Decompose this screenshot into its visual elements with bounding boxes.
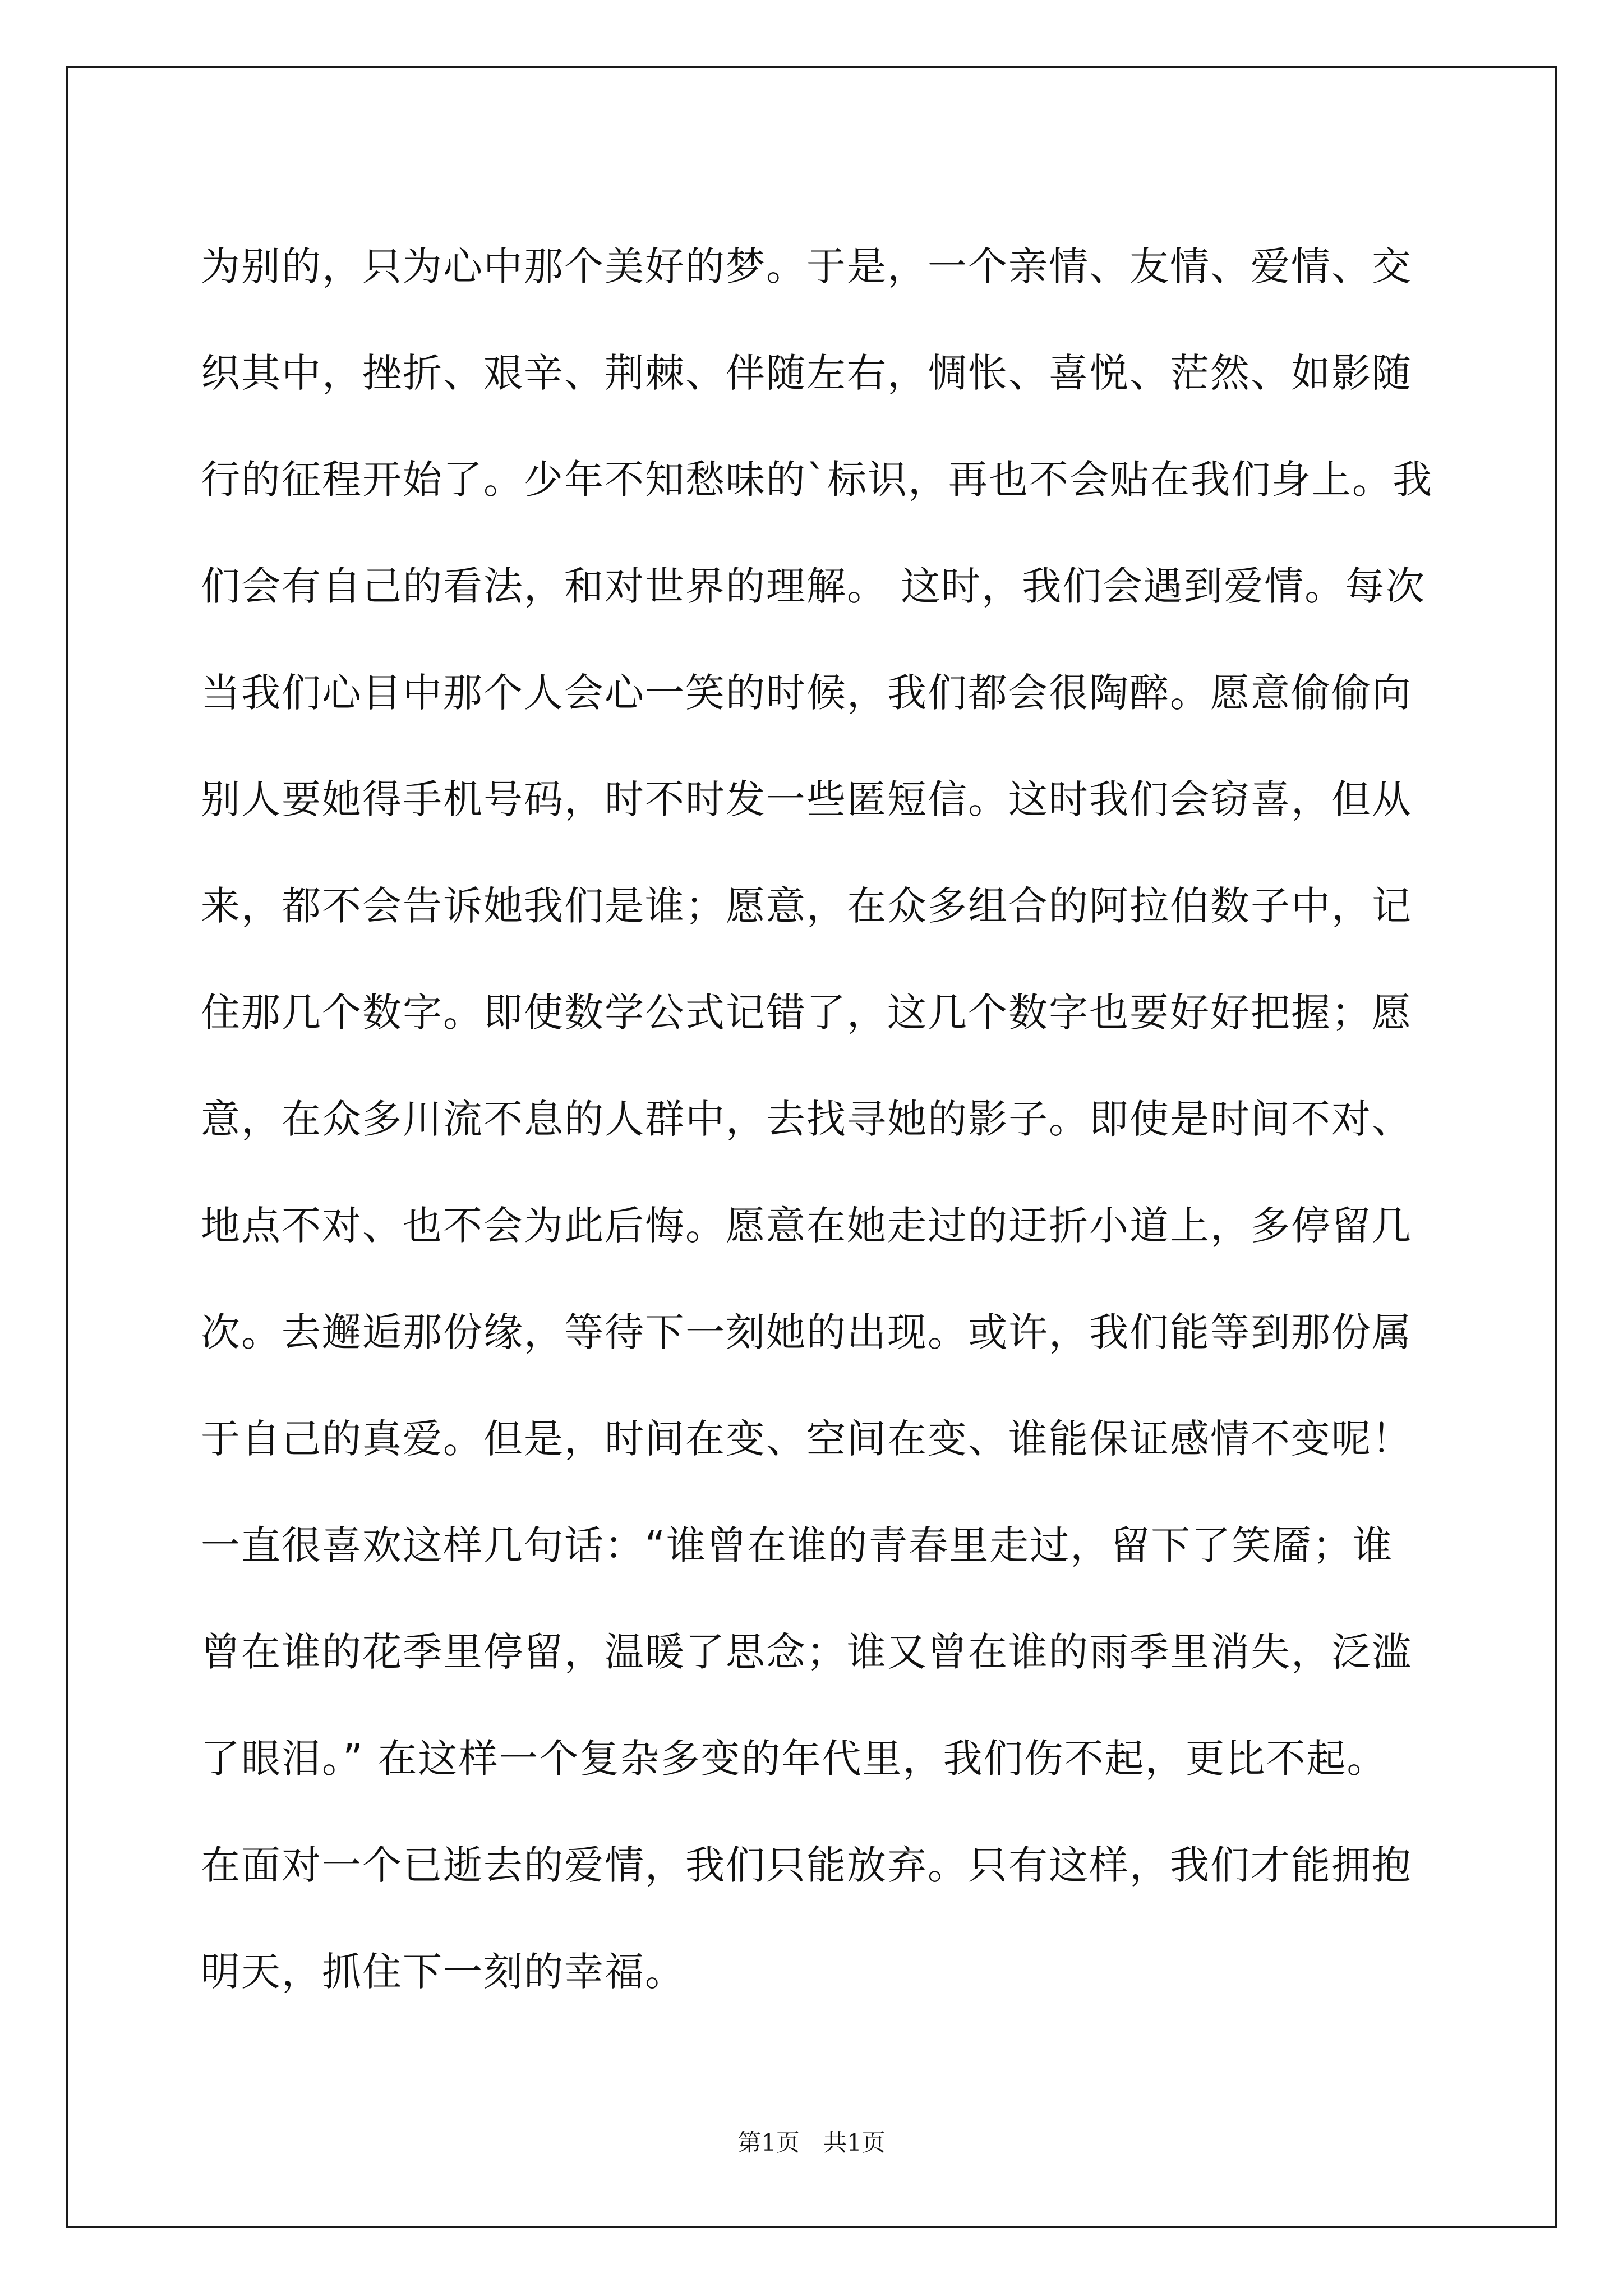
text-line-13: 一直很喜欢这样几句话：“谁曾在谁的青春里走过，留下了笑靥；谁 bbox=[201, 1522, 1394, 1568]
text-line-8: 住那几个数字。即使数学公式记错了，这几个数字也要好好把握；愿 bbox=[201, 990, 1412, 1036]
text-line-1: 为别的，只为心中那个美好的梦。于是，一个亲情、友情、爱情、交 bbox=[201, 243, 1412, 289]
text-line-3: 行的征程开始了。少年不知愁味的`标识，再也不会贴在我们身上。我 bbox=[201, 457, 1433, 503]
page-number-footer: 第1页 共1页 bbox=[737, 2129, 886, 2156]
text-line-10: 地点不对、也不会为此后悔。愿意在她走过的迂折小道上，多停留几 bbox=[201, 1203, 1412, 1249]
text-line-11: 次。去邂逅那份缘，等待下一刻她的出现。或许，我们能等到那份属 bbox=[201, 1309, 1412, 1355]
text-line-15: 了眼泪。” 在这样一个复杂多变的年代里，我们伤不起，更比不起。 bbox=[201, 1736, 1387, 1782]
text-line-16: 在面对一个已逝去的爱情，我们只能放弃。只有这样，我们才能拥抱 bbox=[201, 1842, 1412, 1888]
text-line-4: 们会有自己的看法，和对世界的理解。 这时，我们会遇到爱情。每次 bbox=[201, 563, 1426, 609]
text-line-7: 来，都不会告诉她我们是谁；愿意，在众多组合的阿拉伯数子中，记 bbox=[201, 883, 1412, 929]
text-line-6: 别人要她得手机号码，时不时发一些匿短信。这时我们会窃喜，但从 bbox=[201, 776, 1412, 822]
body-text bbox=[201, 213, 1463, 2025]
text-line-12: 于自己的真爱。但是，时间在变、空间在变、谁能保证感情不变呢！ bbox=[201, 1416, 1412, 1462]
text-line-14: 曾在谁的花季里停留，温暖了思念；谁又曾在谁的雨季里消失，泛滥 bbox=[201, 1629, 1412, 1675]
text-line-17: 明天，抓住下一刻的幸福。 bbox=[201, 1949, 685, 1995]
text-line-9: 意，在众多川流不息的人群中，去找寻她的影子。即使是时间不对、 bbox=[201, 1096, 1412, 1142]
text-line-2: 织其中，挫折、艰辛、荆棘、伴随左右，惆怅、喜悦、茫然、如影随 bbox=[201, 350, 1412, 396]
text-line-5: 当我们心目中那个人会心一笑的时候，我们都会很陶醉。愿意偷偷向 bbox=[201, 670, 1412, 716]
